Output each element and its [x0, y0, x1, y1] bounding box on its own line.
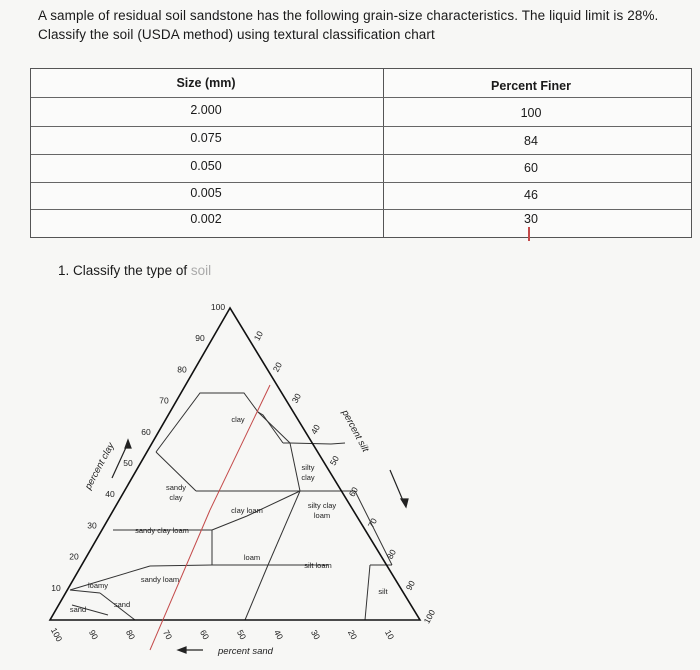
region-silty-clay: clay [301, 473, 315, 482]
sand-tick-label: 100 [48, 625, 65, 644]
table-cell-finer: 60 [524, 161, 538, 175]
clay-tick-label: 50 [123, 458, 133, 468]
clay-tick-label: 100 [210, 302, 226, 312]
region-clay-loam: clay loam [231, 506, 263, 515]
clay-tick-label: 30 [87, 520, 97, 531]
region-sandy-clay: clay [169, 493, 183, 502]
region-loamy-sand: loamy [87, 581, 109, 590]
table-cell-size: 0.050 [190, 159, 222, 173]
soil-texture-triangle [0, 290, 700, 670]
axis-arrows [112, 440, 408, 653]
table-cell-size: 0.002 [190, 212, 222, 226]
region-silty-clay: silty [301, 463, 315, 472]
clay-tick-label: 40 [105, 489, 115, 500]
question-text: A sample of residual soil sandstone has the following grain-size characteristics. The liquid limit is 28%. Classify the soil (USDA method) using textural classification chart [38, 8, 659, 42]
sand-tick-label: 80 [124, 628, 138, 642]
region-silt-loam: silt loam [304, 561, 332, 570]
region-sandy-loam: sandy loam [140, 575, 180, 584]
table-cell-size: 0.075 [190, 131, 222, 145]
region-clay: clay [231, 415, 245, 424]
silt-tick-label: 100 [421, 607, 438, 626]
sand-tick-label: 70 [161, 628, 175, 642]
sand-tick-label: 10 [383, 628, 397, 642]
clay-tick-label: 80 [177, 364, 187, 375]
silt-tick-label: 90 [403, 578, 417, 592]
task-heading: 1. Classify the type of soil [58, 263, 212, 278]
region-sand: sand [69, 605, 87, 614]
clay-tick-label: 20 [69, 551, 79, 562]
region-sandy-clay-loam: sandy clay loam [135, 526, 189, 535]
clay-tick-label: 90 [195, 333, 205, 344]
clay-tick-label: 70 [159, 395, 169, 406]
region-loam: loam [243, 553, 261, 562]
silt-tick-label: 40 [308, 422, 322, 436]
table-cell-finer: 30 [524, 212, 538, 226]
silt-tick-label: 50 [327, 454, 341, 468]
silt-arrow [401, 499, 408, 507]
table-cell-finer: 46 [524, 188, 538, 202]
grain-size-table [30, 68, 692, 238]
table-header-size: Size (mm) [176, 76, 236, 90]
silt-tick-label: 30 [289, 391, 303, 405]
sand-tick-label: 90 [87, 628, 101, 642]
region-sandy-clay: sandy [165, 483, 187, 492]
sand-axis-title: percent sand [218, 646, 273, 657]
sand-tick-label: 40 [272, 628, 286, 642]
red-annotation-mark [528, 227, 530, 241]
silt-axis-title: percent silt [339, 408, 371, 454]
table-cell-finer: 100 [520, 106, 542, 120]
silt-tick-label: 60 [346, 485, 360, 499]
sand-tick-label: 30 [309, 628, 323, 642]
clay-arrow [125, 440, 131, 448]
table-divider [383, 69, 384, 237]
region-silty-clay-loam: loam [313, 511, 331, 520]
clay-axis-title: percent clay [82, 441, 117, 492]
region-labels [70, 415, 389, 614]
red-annotation-lines [150, 385, 270, 650]
sand-tick-label: 50 [235, 628, 249, 642]
silt-tick-label: 20 [270, 360, 284, 374]
region-loamy-sand: sand [113, 600, 131, 609]
silt-tick-label: 10 [251, 329, 265, 343]
region-silt: silt [378, 587, 388, 596]
table-cell-size: 2.000 [190, 103, 222, 117]
table-header-percent-finer: Percent Finer [491, 79, 571, 93]
silt-tick-label: 80 [384, 547, 398, 561]
sand-arrow [178, 647, 186, 653]
silt-tick-label: 70 [365, 516, 379, 530]
clay-tick-label: 10 [51, 582, 61, 593]
region-silty-clay-loam: silty clay [307, 501, 337, 510]
sand-tick-label: 60 [198, 628, 212, 642]
table-cell-finer: 84 [524, 134, 538, 148]
clay-tick-label: 60 [141, 426, 151, 437]
table-cell-size: 0.005 [190, 186, 222, 200]
sand-tick-label: 20 [346, 628, 360, 642]
